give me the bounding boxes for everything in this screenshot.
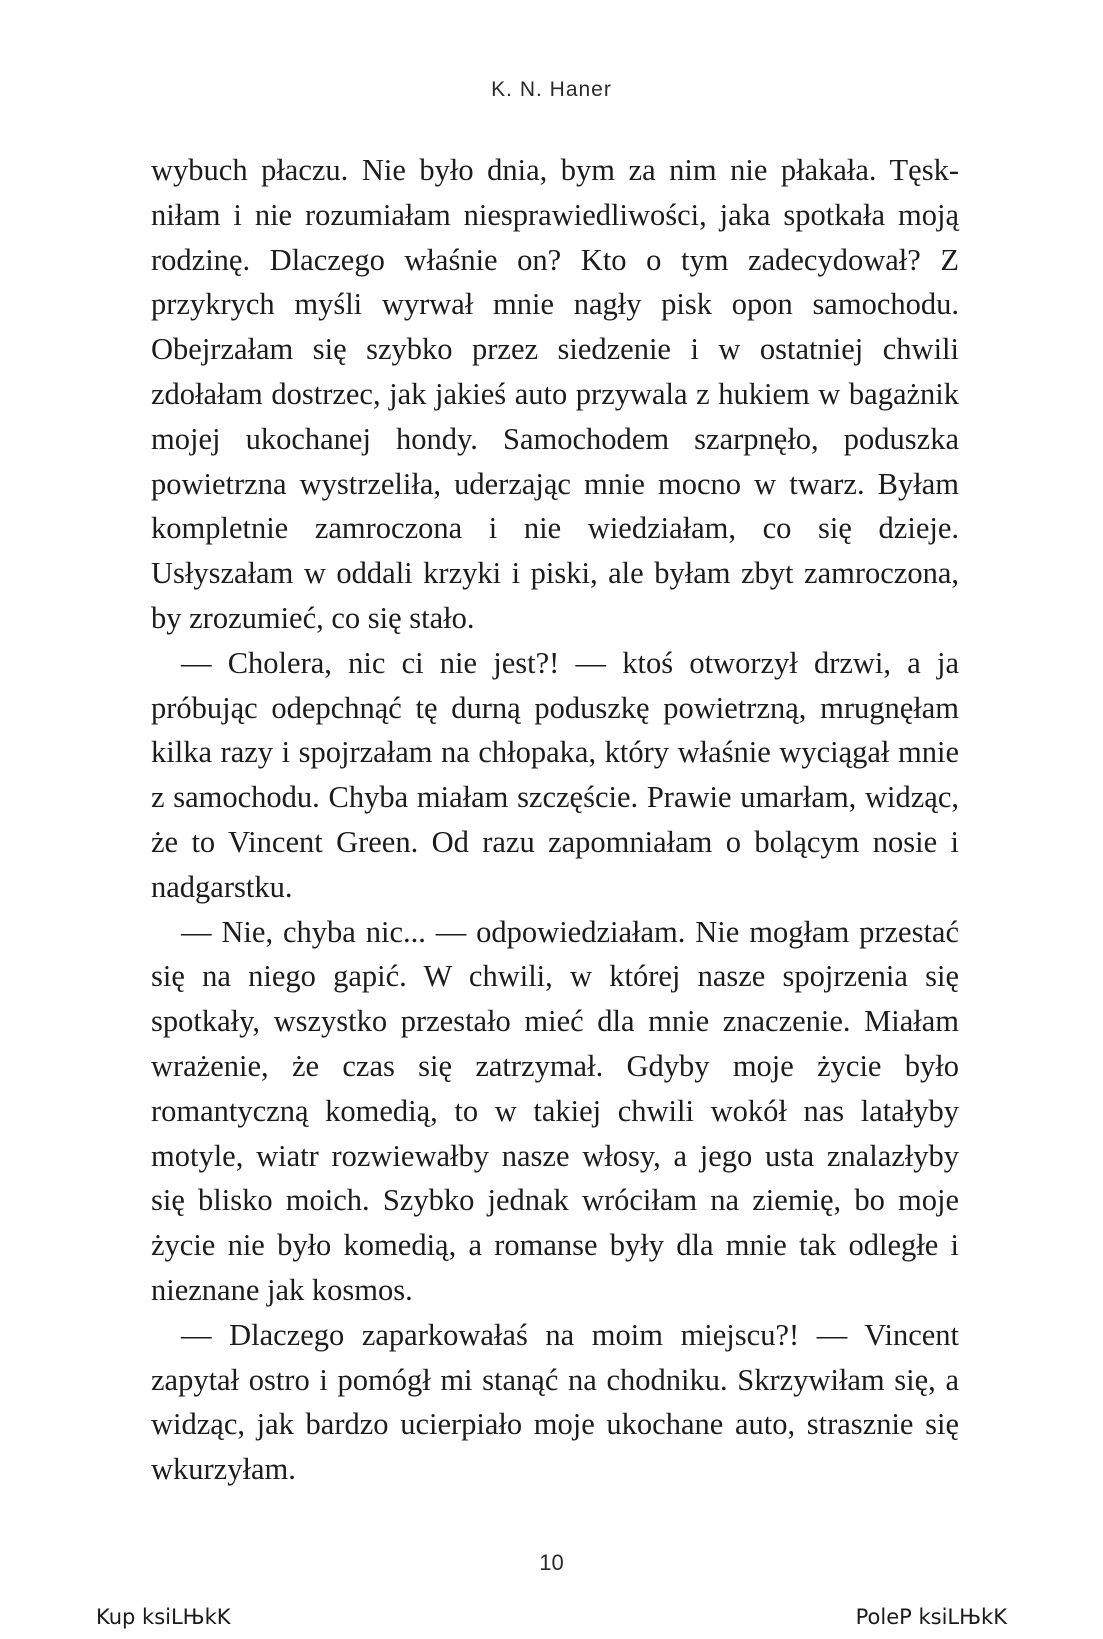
recommend-book-link[interactable]: PoleP ksiLЊkK (855, 1605, 1007, 1629)
running-head-author: K. N. Haner (491, 78, 612, 101)
paragraph: — Nie, chyba nic... — odpowiedziałam. Nie mogłam przestać się na niego gapić. W chwili, w której nasze spojrzenia się spotkały, wszystko przestało mieć dla mnie znaczenie. Miałam wrażenie, że czas się zatrzymał. Gdyby moje życie było romantyczną komedią, to w takiej chwili wokół nas latałyby motyle, wiatr rozwiewałby nasze włosy, a jego usta znalazłyby się blisko moich. Szybko jednak wróciłam na ziemię, bo moje życie nie było komedią, a romanse były dla mnie tak odległe i nieznane jak kosmos. (151, 914, 959, 1307)
footer (0, 1605, 1103, 1635)
paragraph: — Dlaczego zaparkowałaś na moim miejscu?! — Vincent zapytał ostro i pomógł mi stanąć na chodniku. Skrzywiłam się, a widząc, jak bardzo ucierpiało moje ukochane auto, strasznie się wkurzyłam. (151, 1317, 959, 1487)
buy-book-link[interactable]: Kup ksiLЊkK (96, 1605, 231, 1629)
paragraph: wybuch płaczu. Nie było dnia, bym za nim nie płakała. Tęskniłam i nie rozumiałam niesprawiedliwości, jaka spotkała moją rodzinę. Dlaczego właśnie on? Kto o tym zadecydował? Z przykrych myśli wyrwał mnie nagły pisk opon samochodu. Obejrzałam się szybko przez siedzenie i w ostatniej chwili zdołałam dostrzec, jak jakieś auto przywala z hukiem w bagażnik mojej ukochanej hondy. Samochodem szarpnęło, poduszka powietrzna wystrzeliła, uderzając mnie mocno w twarz. Byłam kompletnie zamroczona i nie wiedziałam, co się dzieje. Usłyszałam w oddali krzyki i piski, ale byłam zbyt zamroczona, by zrozumieć, co się stało. (151, 153, 959, 635)
paragraph: — Cholera, nic ci nie jest?! — ktoś otworzył drzwi, a ja próbując odepchnąć tę durną poduszkę powietrzną, mrugnęłam kilka razy i spojrzałam na chłopaka, który właśnie wyciągał mnie z samochodu. Chyba miałam szczęście. Prawie umarłam, widząc, że to Vincent Green. Od razu zapomniałam o bolącym nosie i nadgarstku. (151, 645, 959, 904)
page-number: 10 (539, 1550, 564, 1575)
body-text (151, 148, 959, 1492)
